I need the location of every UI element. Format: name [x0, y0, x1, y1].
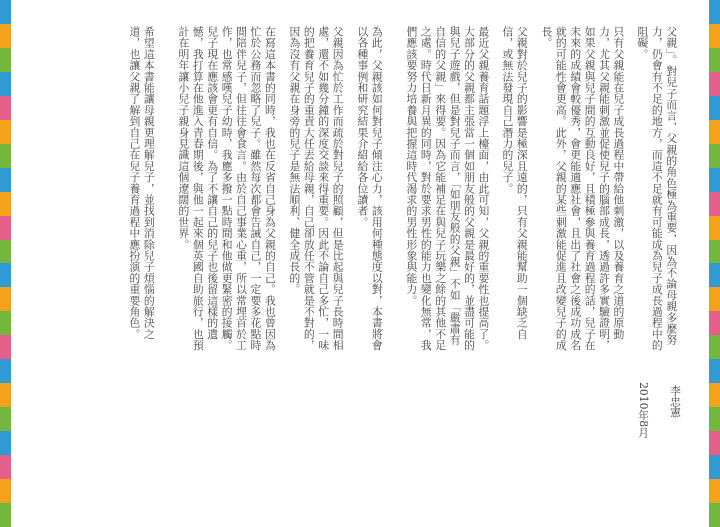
stripe-segment [709, 240, 720, 264]
stripe-segment [0, 335, 11, 359]
stripe-segment [0, 144, 11, 168]
book-page [48, 0, 686, 527]
stripe-segment [709, 383, 720, 407]
paragraph-1: 父親」。對兒子而言，父親的角色極為重要，因為不論母親多麼努力，仍會有不足的地方，而這不足就有可能成為兒子成長過程中的阻礙。 [636, 26, 679, 351]
paragraph-4: 最近父親養育話題浮上檯面，由此可知，父親的重要性也提高了。大部分的父親都主張當一個如朋友般的父親是最好的，並盡可能的與兒子遊戲，但是對兒子而言，「如朋友般的父親」不如「嚴肅有自信的父親」來得要。因為它能補足在與兒子玩樂之餘的其他不足之處。時代日新月異的同時，對於要求男性的能力也變化無常，我們應該要努力培養與把握這時代渴求的男性形象與能力。 [405, 26, 491, 351]
stripe-segment [709, 24, 720, 48]
stripe-segment [0, 192, 11, 216]
stripe-segment [0, 407, 11, 431]
paragraph-6: 父親因為忙於工作而疏於對兒子的照顧，但是比起與兒子長時間相處，還不如幾分鐘的深度交談來得重要。因此不論自己多忙，一味的把養育兒子的重責大任丟給母親，自己卻放任不管就是不對的，因為沒有父親在身旁的兒子是無法順利、健全成長的。 [288, 26, 345, 351]
stripe-segment [709, 311, 720, 335]
stripe-segment [0, 479, 11, 503]
stripe-segment [0, 216, 11, 240]
stripe-segment [709, 455, 720, 479]
left-color-stripe [0, 0, 11, 527]
right-color-stripe [709, 0, 720, 527]
stripe-segment [0, 96, 11, 120]
stripe-segment [0, 431, 11, 455]
stripe-segment [0, 455, 11, 479]
stripe-segment [0, 168, 11, 192]
author-signature: 李忠憲 [669, 385, 682, 418]
paragraph-3: 父親對於兒子的影響是極深且遠的，只有父親能幫助一個缺乏自信，或無法發現自己潛力的兒子。 [501, 26, 529, 340]
stripe-segment [709, 287, 720, 311]
stripe-segment [709, 431, 720, 455]
stripe-segment [0, 263, 11, 287]
stripe-segment [709, 120, 720, 144]
stripe-segment [0, 120, 11, 144]
stripe-segment [709, 144, 720, 168]
stripe-segment [709, 0, 720, 24]
stripe-segment [709, 48, 720, 72]
stripe-segment [709, 263, 720, 287]
stripe-segment [0, 503, 11, 527]
stripe-segment [0, 0, 11, 24]
stripe-segment [0, 287, 11, 311]
preface-date: 2010年8月 [637, 382, 650, 438]
stripe-segment [709, 479, 720, 503]
paragraph-8: 希望這本書能讓母親更理解兒子，並找到消除兒子煩惱的解決之道，也讓父親了解到自己在兒子養育過程中應扮演的重要角色。 [128, 26, 156, 340]
stripe-segment [0, 311, 11, 335]
stripe-segment [709, 96, 720, 120]
paragraph-7: 在寫這本書的同時，我也在反省自己身為父親的自己。我也曾因為忙於公務而忽略了兒子。雖然每次都會告誡自己，一定要多花點時間陪伴兒子，但往往會食言。由於自己事業心重，所以常埋首於工作，也常感嘆兒子幼時，我應多撥一點時間和他做更緊密的接觸。兒子現在應該會更有自信。為了不讓自己的兒子也後留這樣的遺憾，我打算在他進入青春期後，與他一起來個英國自助旅行，也預計在明年讓小兒子親身見識這個遼闊的世界。 [177, 26, 277, 351]
stripe-segment [0, 359, 11, 383]
stripe-segment [709, 503, 720, 527]
stripe-segment [709, 216, 720, 240]
paragraph-5: 為此，父親該如何對兒子傾注心力，該用何種態度以對，本書將會以各種事例和研究結果介紹給各位讀者。 [356, 26, 384, 351]
stripe-segment [709, 168, 720, 192]
stripe-segment [0, 240, 11, 264]
stripe-segment [709, 335, 720, 359]
stripe-segment [709, 72, 720, 96]
stripe-segment [0, 72, 11, 96]
stripe-segment [0, 24, 11, 48]
stripe-segment [0, 383, 11, 407]
stripe-segment [709, 192, 720, 216]
paragraph-2: 只有父親能在兒子成長過程中帶給他刺激，以及養育之道的原動力，尤其父親能刺激並促使兒子的腦部成長，透過許多實驗證明，如果父親與兒子間的互動良好，且積極參與養育過程的話，兒子在未來的成績會較優秀，會更能適應社會，且出了社會之後成功成名就的可能性會更高。此外，父親的某些刺激能促進且改變兒子的成長。 [540, 26, 626, 351]
stripe-segment [0, 48, 11, 72]
stripe-segment [709, 407, 720, 431]
stripe-segment [709, 359, 720, 383]
